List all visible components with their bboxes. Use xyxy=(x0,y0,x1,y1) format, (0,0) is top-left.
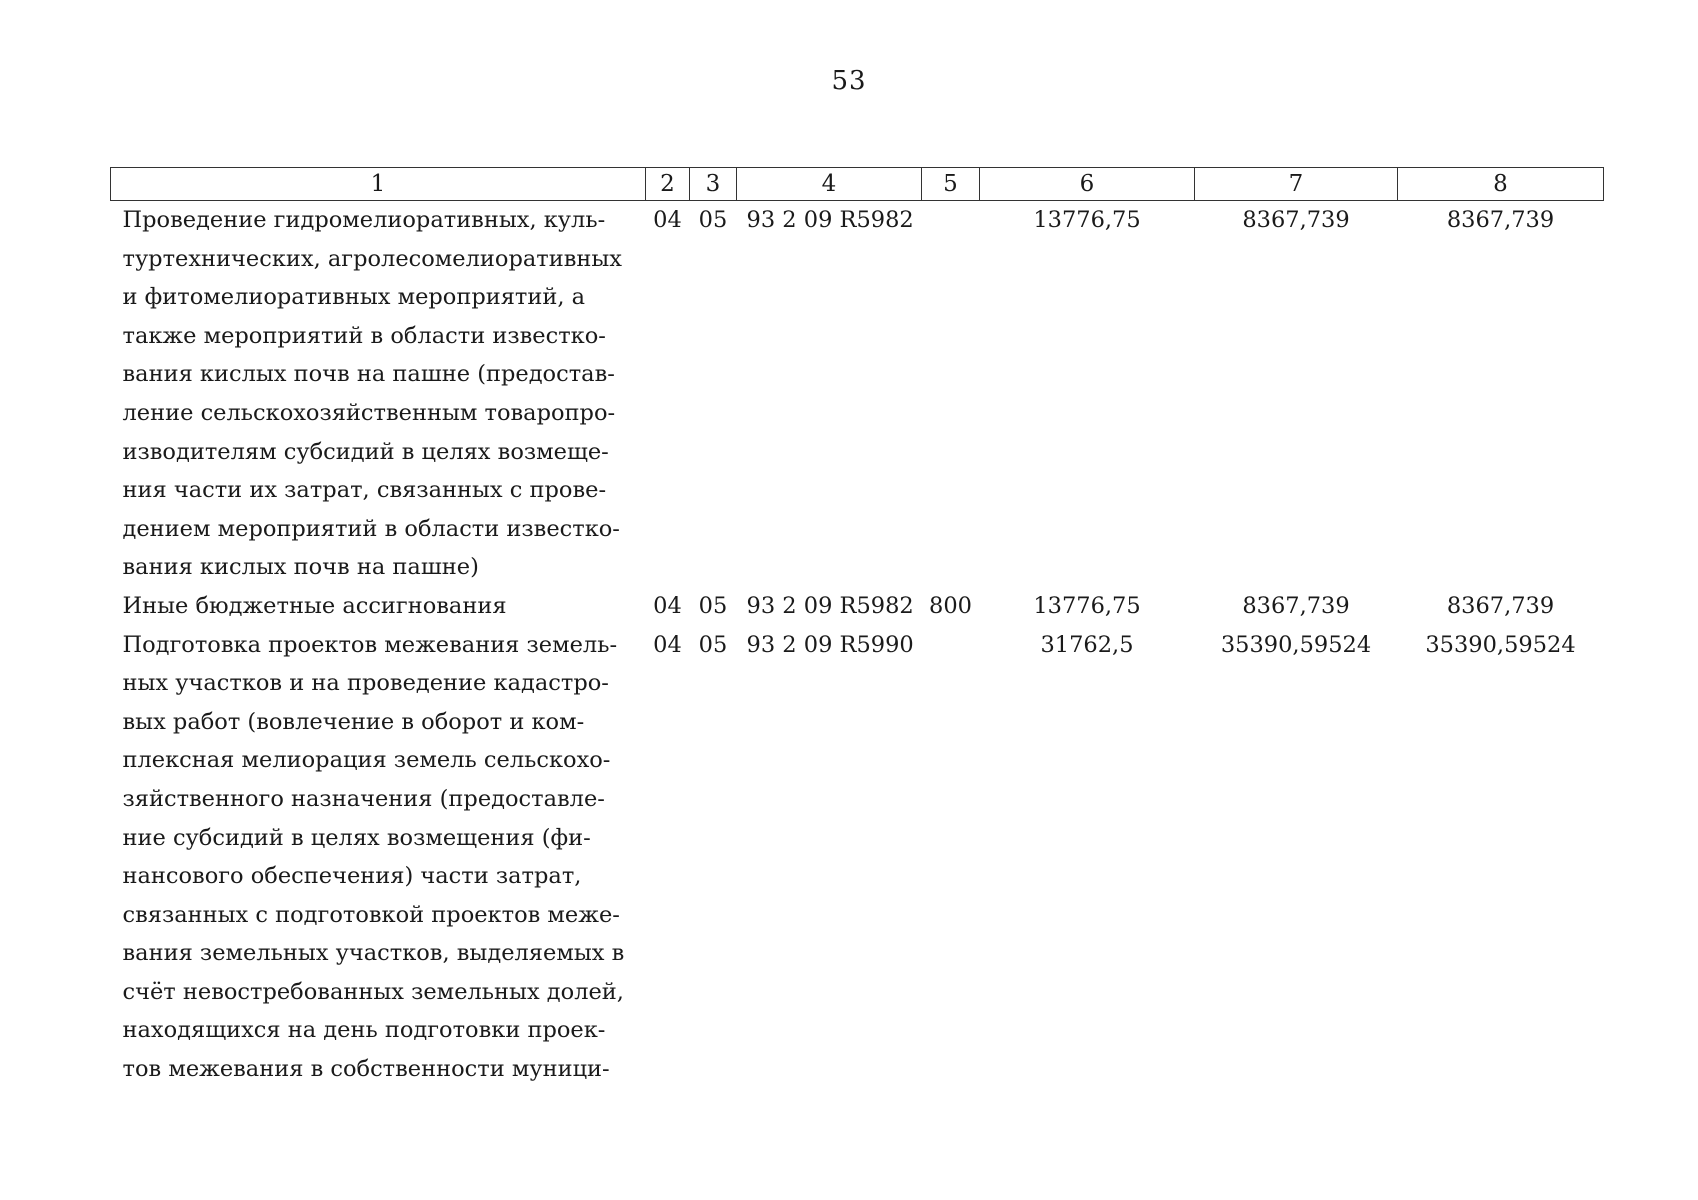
description-line: тов межевания в собственности муници- xyxy=(122,1056,610,1083)
header-col-8: 8 xyxy=(1398,168,1604,201)
cell-expense-type xyxy=(922,201,980,587)
cell-amount-col7: 8367,739 xyxy=(1242,207,1350,233)
cell-amount-col7: 35390,59524 xyxy=(1220,631,1372,658)
header-col-7: 7 xyxy=(1195,168,1398,201)
description-line: ние субсидий в целях возмещения (фи- xyxy=(122,824,591,851)
description-line: Проведение гидромелиоративных, куль- xyxy=(122,207,606,233)
description-line: связанных с подготовкой проектов меже- xyxy=(122,901,620,928)
description-line: зяйственного назначения (предоставле- xyxy=(122,785,605,812)
description-line: дением мероприятий в области известко- xyxy=(122,515,620,542)
description-line: туртехнических, агролесомелиоративных xyxy=(122,245,622,272)
cell-target-code: 93 2 09 R5990 xyxy=(746,631,914,658)
cell-section: 04 xyxy=(653,631,682,658)
cell-amount-col7: 8367,739 xyxy=(1242,592,1350,619)
description-line: ных участков и на проведение кадастро- xyxy=(122,670,609,697)
description-line: также мероприятий в области известко- xyxy=(122,322,606,349)
cell-section: 04 xyxy=(653,592,682,619)
description-line: Подготовка проектов межевания земель- xyxy=(122,631,618,658)
description-line: ния части их затрат, связанных с прове- xyxy=(122,477,607,504)
table-row xyxy=(111,587,1604,626)
page-number: 53 xyxy=(831,66,867,96)
row-description xyxy=(111,626,646,1089)
cell-target-code: 93 2 09 R5982 xyxy=(746,207,914,233)
cell-expense-type: 800 xyxy=(929,592,972,619)
description-line: счёт невостребованных земельных долей, xyxy=(122,978,624,1005)
description-line: ление сельскохозяйственным товаропро- xyxy=(122,399,616,426)
description-line: находящихся на день подготовки проек- xyxy=(122,1017,606,1044)
table-row xyxy=(111,626,1604,1089)
cell-amount-col6: 13776,75 xyxy=(1033,592,1141,619)
cell-target-code: 93 2 09 R5982 xyxy=(746,592,914,619)
description-line: нансового обеспечения) части затрат, xyxy=(122,863,582,890)
header-col-4: 4 xyxy=(737,168,922,201)
header-col-3: 3 xyxy=(690,168,737,201)
cell-section: 04 xyxy=(653,207,682,233)
description-line: изводителям субсидий в целях возмеще- xyxy=(122,438,609,465)
description-line: вания кислых почв на пашне (предостав- xyxy=(122,361,615,388)
cell-amount-col8: 8367,739 xyxy=(1446,207,1555,233)
cell-amount-col8: 35390,59524 xyxy=(1425,631,1576,658)
cell-subsection: 05 xyxy=(698,592,728,619)
description-line: Иные бюджетные ассигнования xyxy=(122,592,507,619)
header-col-6: 6 xyxy=(980,168,1195,201)
cell-amount-col6: 31762,5 xyxy=(1040,631,1134,658)
header-col-5: 5 xyxy=(922,168,980,201)
cell-amount-col8: 8367,739 xyxy=(1446,592,1555,619)
description-line: и фитомелиоративных мероприятий, а xyxy=(122,284,586,311)
header-col-2: 2 xyxy=(646,168,690,201)
cell-expense-type xyxy=(922,626,980,1089)
cell-amount-col6: 13776,75 xyxy=(1033,207,1141,233)
table-row xyxy=(111,201,1604,587)
budget-table xyxy=(110,167,1604,1089)
description-line: вания земельных участков, выделяемых в xyxy=(122,940,625,967)
description-line: вых работ (вовлечение в оборот и ком- xyxy=(122,708,585,735)
row-description xyxy=(111,587,646,626)
cell-subsection: 05 xyxy=(698,631,728,658)
cell-subsection: 05 xyxy=(698,207,728,233)
header-col-1: 1 xyxy=(111,168,646,201)
table-header-row xyxy=(111,168,1604,201)
description-line: вания кислых почв на пашне) xyxy=(122,554,479,581)
row-description xyxy=(111,201,646,587)
description-line: плексная мелиорация земель сельскохо- xyxy=(122,747,611,774)
